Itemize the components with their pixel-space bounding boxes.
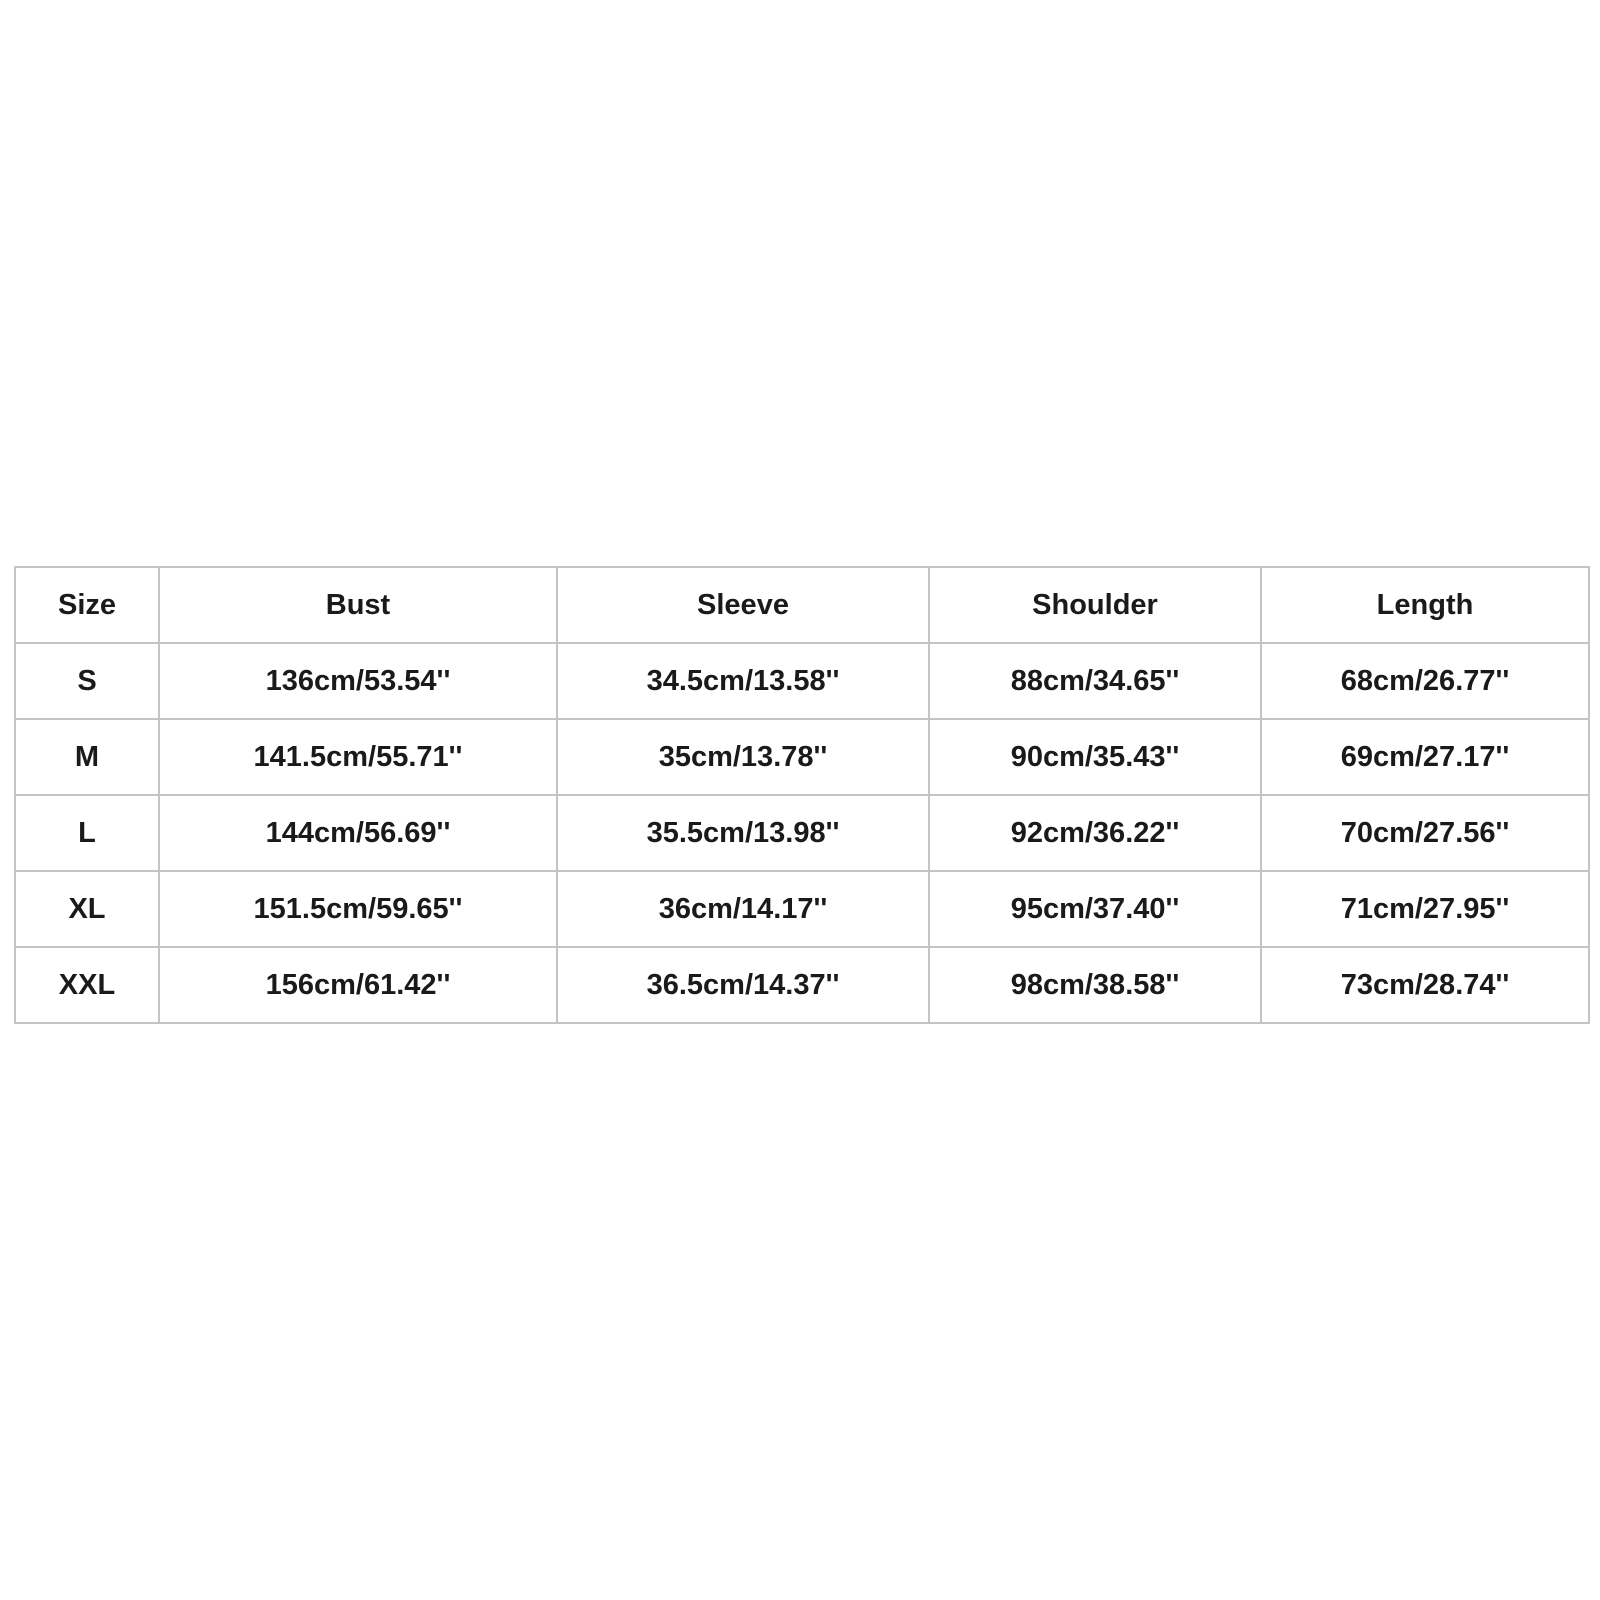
table-row bbox=[15, 871, 1589, 947]
cell-sleeve: 35cm/13.78'' bbox=[557, 719, 929, 795]
cell-size: XL bbox=[15, 871, 159, 947]
cell-size: M bbox=[15, 719, 159, 795]
header-size: Size bbox=[15, 567, 159, 643]
cell-length: 73cm/28.74'' bbox=[1261, 947, 1589, 1023]
cell-size: S bbox=[15, 643, 159, 719]
cell-shoulder: 92cm/36.22'' bbox=[929, 795, 1261, 871]
header-bust: Bust bbox=[159, 567, 557, 643]
size-chart-table bbox=[14, 566, 1590, 1024]
cell-shoulder: 98cm/38.58'' bbox=[929, 947, 1261, 1023]
header-sleeve: Sleeve bbox=[557, 567, 929, 643]
table-row bbox=[15, 795, 1589, 871]
cell-size: XXL bbox=[15, 947, 159, 1023]
cell-length: 68cm/26.77'' bbox=[1261, 643, 1589, 719]
cell-length: 71cm/27.95'' bbox=[1261, 871, 1589, 947]
cell-sleeve: 36.5cm/14.37'' bbox=[557, 947, 929, 1023]
header-shoulder: Shoulder bbox=[929, 567, 1261, 643]
header-row bbox=[15, 567, 1589, 643]
header-length: Length bbox=[1261, 567, 1589, 643]
cell-length: 70cm/27.56'' bbox=[1261, 795, 1589, 871]
cell-shoulder: 95cm/37.40'' bbox=[929, 871, 1261, 947]
table-row bbox=[15, 719, 1589, 795]
cell-bust: 141.5cm/55.71'' bbox=[159, 719, 557, 795]
cell-bust: 156cm/61.42'' bbox=[159, 947, 557, 1023]
cell-sleeve: 34.5cm/13.58'' bbox=[557, 643, 929, 719]
cell-length: 69cm/27.17'' bbox=[1261, 719, 1589, 795]
cell-shoulder: 90cm/35.43'' bbox=[929, 719, 1261, 795]
cell-sleeve: 36cm/14.17'' bbox=[557, 871, 929, 947]
table-row bbox=[15, 947, 1589, 1023]
cell-size: L bbox=[15, 795, 159, 871]
cell-shoulder: 88cm/34.65'' bbox=[929, 643, 1261, 719]
table-row bbox=[15, 643, 1589, 719]
cell-bust: 144cm/56.69'' bbox=[159, 795, 557, 871]
cell-bust: 151.5cm/59.65'' bbox=[159, 871, 557, 947]
cell-bust: 136cm/53.54'' bbox=[159, 643, 557, 719]
cell-sleeve: 35.5cm/13.98'' bbox=[557, 795, 929, 871]
